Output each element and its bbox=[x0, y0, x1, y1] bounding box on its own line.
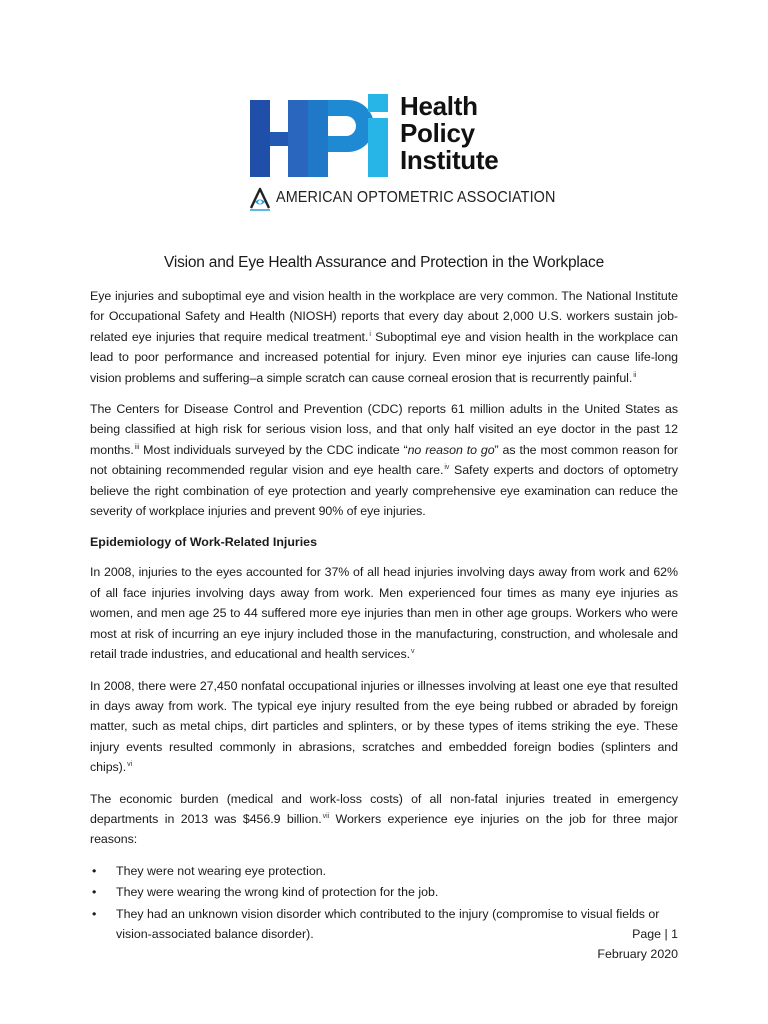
quoted-reason: no reason to go bbox=[407, 442, 495, 457]
paragraph-text: Suboptimal eye and vision health in the workplace can lead to poor performance and increased potential for injury. Even minor eye injuries can cause life-long vision problems and suffering–a simple scratch can cause corneal erosion that is recurrently painful. bbox=[90, 329, 678, 385]
endnote-ref: v bbox=[411, 647, 415, 655]
hpi-wordmark bbox=[400, 93, 498, 174]
document-date: February 2020 bbox=[597, 947, 678, 961]
logo-word-institute: Institute bbox=[400, 145, 499, 175]
paragraph-economic bbox=[90, 789, 678, 850]
paragraph-text: In 2008, there were 27,450 nonfatal occupational injuries or illnesses involving at least one eye that resulted in days away from work. The typical eye injury resulted from the eye being rubbed or abraded by foreign matter, such as metal chips, dirt particles and splinters, or by these types of items striking the eye. These injury events resulted commonly in abrasions, scratches and embedded foreign bodies (splinters and chips). bbox=[90, 678, 678, 775]
endnote-ref: vi bbox=[127, 761, 133, 768]
section-heading: Epidemiology of Work-Related Injuries bbox=[90, 535, 317, 550]
paragraph-text: In 2008, injuries to the eyes accounted for 37% of all head injuries involving days away from work and 62% of all face injuries involving days away from work. Men experienced four times as many eye injuries as women, and men age 25 to 44 suffered more eye injuries than men in other age groups. Workers who were most at risk of incurring an eye injury included those in the manufacturing, construction, and wholesale and retail trade industries, and educational and health services. bbox=[90, 565, 678, 662]
list-item bbox=[90, 882, 678, 902]
endnote-ref: iv bbox=[444, 464, 450, 472]
paragraph-text: The economic burden (medical and work-loss costs) of all non-fatal injuries treated in emergency departments in 2013 was $456.9 billion. bbox=[90, 791, 678, 826]
paragraph-nonfatal bbox=[90, 676, 678, 778]
bullet-icon: • bbox=[92, 885, 97, 900]
bullet-icon: • bbox=[92, 863, 97, 878]
endnote-ref: i bbox=[369, 330, 371, 338]
paragraph-text: The Centers for Disease Control and Prevention (CDC) reports 61 million adults in the United States as being classified at high risk for serious vision loss, and that only half visited an eye doctor in the past 12 months. bbox=[90, 402, 678, 457]
bullet-icon: • bbox=[92, 906, 97, 921]
paragraph-text: ” as the most common reason for not obtaining recommended regular vision and eye health care. bbox=[90, 442, 678, 478]
list-item bbox=[90, 904, 678, 945]
document-title: Vision and Eye Health Assurance and Protection in the Workplace bbox=[163, 254, 605, 271]
endnote-ref: ii bbox=[633, 371, 637, 379]
hpi-logo-mark-icon bbox=[248, 92, 398, 182]
document-body bbox=[90, 254, 678, 945]
paragraph-text: Eye injuries and suboptimal eye and vision health in the workplace are very common. The National Institute for Occupational Safety and Health (NIOSH) reports that every day about 2,000 U.S. workers sustain job-related eye injuries that require medical treatment. bbox=[90, 289, 678, 344]
list-item-text: They were not wearing eye protection. bbox=[116, 863, 327, 878]
page-footer bbox=[597, 924, 678, 964]
list-item-text: They had an unknown vision disorder which contributed to the injury (compromise to visual fields or vision-associated balance disorder). bbox=[116, 906, 660, 941]
paragraph-text: Safety experts and doctors of optometry believe the right combination of eye protection and yearly comprehensive eye examination can reduce the severity of workplace injuries and prevent 90% of eye injuries. bbox=[90, 463, 678, 519]
list-item-text: They were wearing the wrong kind of protection for the job. bbox=[116, 885, 439, 900]
page-number: Page | 1 bbox=[632, 927, 678, 941]
paragraph-cdc bbox=[90, 399, 678, 521]
aoa-emblem-icon bbox=[248, 186, 272, 212]
list-item bbox=[90, 861, 678, 881]
logo-word-policy: Policy bbox=[400, 118, 475, 148]
paragraph-text: Most individuals surveyed by the CDC indicate “ bbox=[139, 442, 408, 457]
hpi-logo bbox=[248, 91, 556, 214]
reasons-list bbox=[90, 861, 678, 945]
logo-word-health: Health bbox=[400, 91, 478, 121]
aoa-name: AMERICAN OPTOMETRIC ASSOCIATION bbox=[276, 189, 556, 206]
endnote-ref: iii bbox=[134, 443, 140, 451]
aoa-logo bbox=[248, 186, 556, 214]
endnote-ref: vii bbox=[322, 812, 330, 820]
paragraph-intro bbox=[90, 286, 678, 388]
paragraph-epidemiology bbox=[90, 562, 678, 664]
paragraph-text: Workers experience eye injuries on the job for three major reasons: bbox=[90, 811, 679, 847]
